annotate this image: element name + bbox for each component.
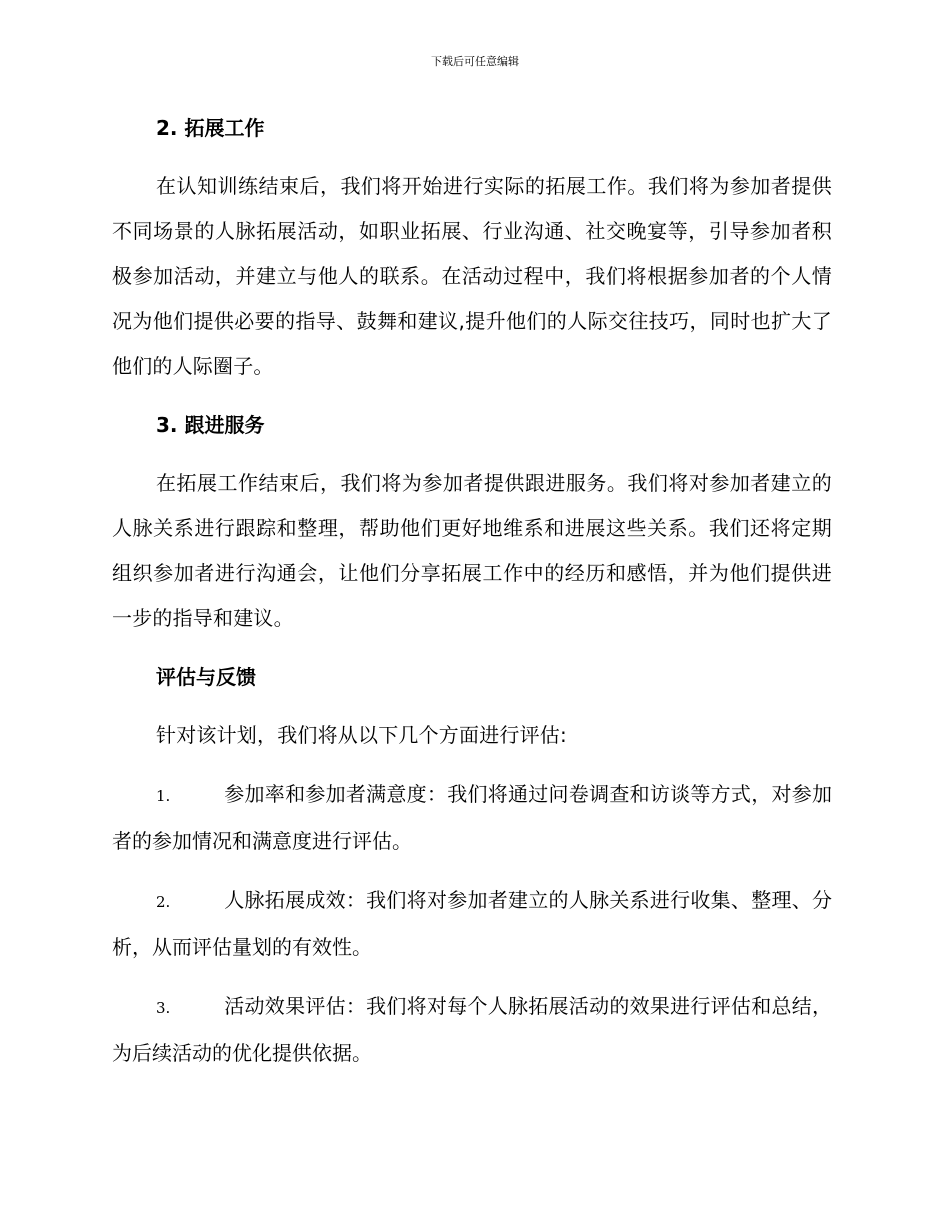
page-header: 下载后可任意编辑 <box>431 55 519 68</box>
evaluation-list-item <box>112 984 832 1076</box>
list-item-text: 人脉拓展成效：我们将对参加者建立的人脉关系进行收集、整理、分析，从而评估量划的有效性。 <box>112 888 832 959</box>
section-heading-follow-up-service: 3. 跟进服务 <box>156 413 265 437</box>
list-item-text: 参加率和参加者满意度：我们将通过问卷调查和访谈等方式，对参加者的参加情况和满意度进行评估。 <box>112 782 832 853</box>
section-heading-expansion-work: 2. 拓展工作 <box>156 116 265 140</box>
evaluation-list-item <box>112 878 832 970</box>
list-number: 1. <box>156 787 171 805</box>
evaluation-intro: 针对该计划，我们将从以下几个方面进行评估: <box>156 723 567 747</box>
evaluation-list-item <box>112 772 832 864</box>
section-paragraph-expansion-work: 在认知训练结束后，我们将开始进行实际的拓展工作。我们将为参加者提供不同场景的人脉拓展活动，如职业拓展、行业沟通、社交晚宴等，引导参加者积极参加活动，并建立与他人的联系。在活动过程中，我们将根据参加者的个人情况为他们提供必要的指导、鼓舞和建议,提升他们的人际交往技巧，同时也扩大了他们的人际圈子。 <box>112 174 832 378</box>
list-item-text: 活动效果评估：我们将对每个人脉拓展活动的效果进行评估和总结，为后续活动的优化提供依据。 <box>112 994 832 1065</box>
section-paragraph-follow-up-service: 在拓展工作结束后，我们将为参加者提供跟进服务。我们将对参加者建立的人脉关系进行跟踪和整理，帮助他们更好地维系和进展这些关系。我们还将定期组织参加者进行沟通会，让他们分享拓展工作中的经历和感悟，并为他们提供进一步的指导和建议。 <box>112 471 832 630</box>
list-number: 2. <box>156 893 171 911</box>
document-body <box>112 106 832 1090</box>
list-number: 3. <box>156 999 171 1017</box>
section-heading-evaluation: 评估与反馈 <box>156 665 256 689</box>
